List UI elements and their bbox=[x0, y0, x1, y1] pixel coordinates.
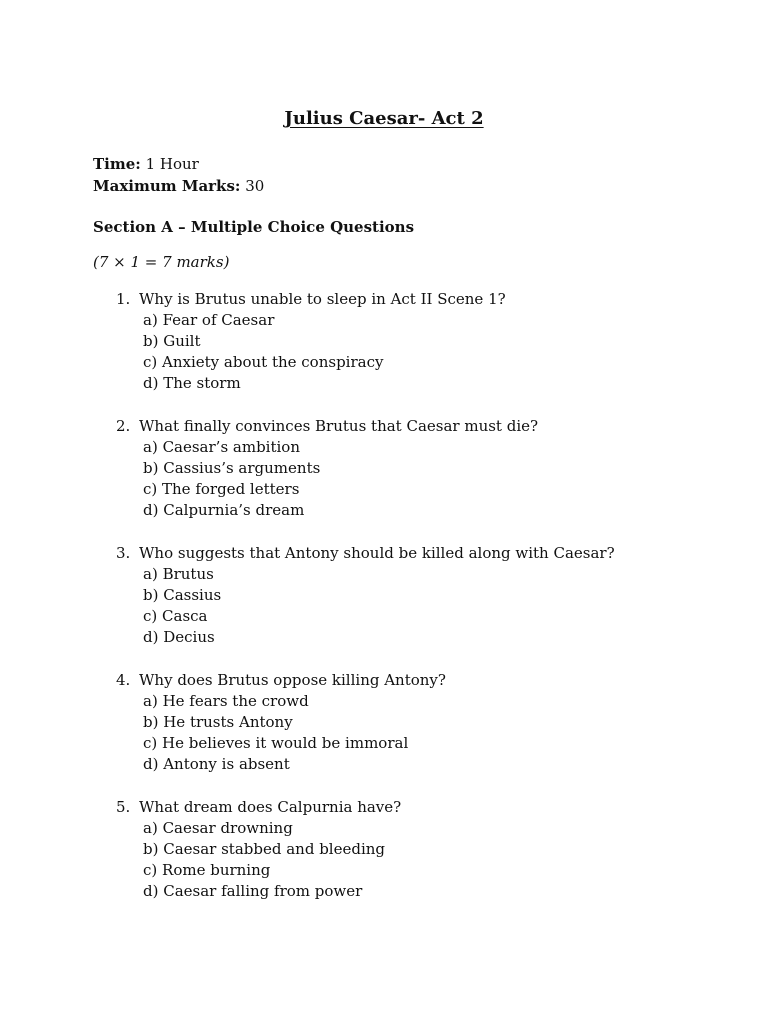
option-b: b) Caesar stabbed and bleeding bbox=[143, 840, 386, 858]
question-1 bbox=[116, 289, 736, 394]
option-list bbox=[116, 310, 736, 394]
option-a: a) Caesar’s ambition bbox=[143, 438, 300, 456]
marks-label: Maximum Marks: bbox=[93, 177, 241, 195]
marks-line bbox=[93, 175, 264, 197]
question-text: What finally convinces Brutus that Caesar must die? bbox=[139, 417, 539, 435]
question-number: 4. bbox=[116, 671, 131, 689]
option-a: a) He fears the crowd bbox=[143, 692, 309, 710]
option-d: d) Caesar falling from power bbox=[143, 882, 363, 900]
option-a: a) Fear of Caesar bbox=[143, 311, 275, 329]
marks-value: 30 bbox=[240, 177, 265, 195]
marks-note: (7 × 1 = 7 marks) bbox=[93, 253, 230, 271]
exam-meta bbox=[93, 153, 264, 197]
option-c: c) Rome burning bbox=[143, 861, 271, 879]
time-line bbox=[93, 153, 264, 175]
option-d: d) The storm bbox=[143, 374, 241, 392]
question-text: Who suggests that Antony should be killed along with Caesar? bbox=[139, 544, 615, 562]
option-list bbox=[116, 564, 736, 648]
option-b: b) Guilt bbox=[143, 332, 201, 350]
question-3 bbox=[116, 543, 736, 648]
option-a: a) Brutus bbox=[143, 565, 214, 583]
option-d: d) Antony is absent bbox=[143, 755, 290, 773]
question-text: Why is Brutus unable to sleep in Act II Scene 1? bbox=[139, 290, 506, 308]
option-list bbox=[116, 818, 736, 902]
document-title: Julius Caesar- Act 2 bbox=[284, 108, 484, 129]
option-d: d) Calpurnia’s dream bbox=[143, 501, 305, 519]
question-number: 5. bbox=[116, 798, 131, 816]
time-value: 1 Hour bbox=[140, 155, 199, 173]
option-a: a) Caesar drowning bbox=[143, 819, 293, 837]
question-5 bbox=[116, 797, 736, 902]
option-d: d) Decius bbox=[143, 628, 215, 646]
option-b: b) Cassius bbox=[143, 586, 222, 604]
option-c: c) Casca bbox=[143, 607, 208, 625]
question-number: 3. bbox=[116, 544, 131, 562]
question-text: What dream does Calpurnia have? bbox=[139, 798, 402, 816]
option-c: c) The forged letters bbox=[143, 480, 300, 498]
question-4 bbox=[116, 670, 736, 775]
option-c: c) Anxiety about the conspiracy bbox=[143, 353, 384, 371]
question-number: 2. bbox=[116, 417, 131, 435]
option-b: b) Cassius’s arguments bbox=[143, 459, 321, 477]
option-list bbox=[116, 437, 736, 521]
option-b: b) He trusts Antony bbox=[143, 713, 293, 731]
question-list bbox=[116, 289, 736, 924]
option-c: c) He believes it would be immoral bbox=[143, 734, 409, 752]
time-label: Time: bbox=[93, 155, 141, 173]
section-heading: Section A – Multiple Choice Questions bbox=[93, 218, 415, 236]
question-text: Why does Brutus oppose killing Antony? bbox=[139, 671, 446, 689]
question-2 bbox=[116, 416, 736, 521]
option-list bbox=[116, 691, 736, 775]
question-number: 1. bbox=[116, 290, 131, 308]
